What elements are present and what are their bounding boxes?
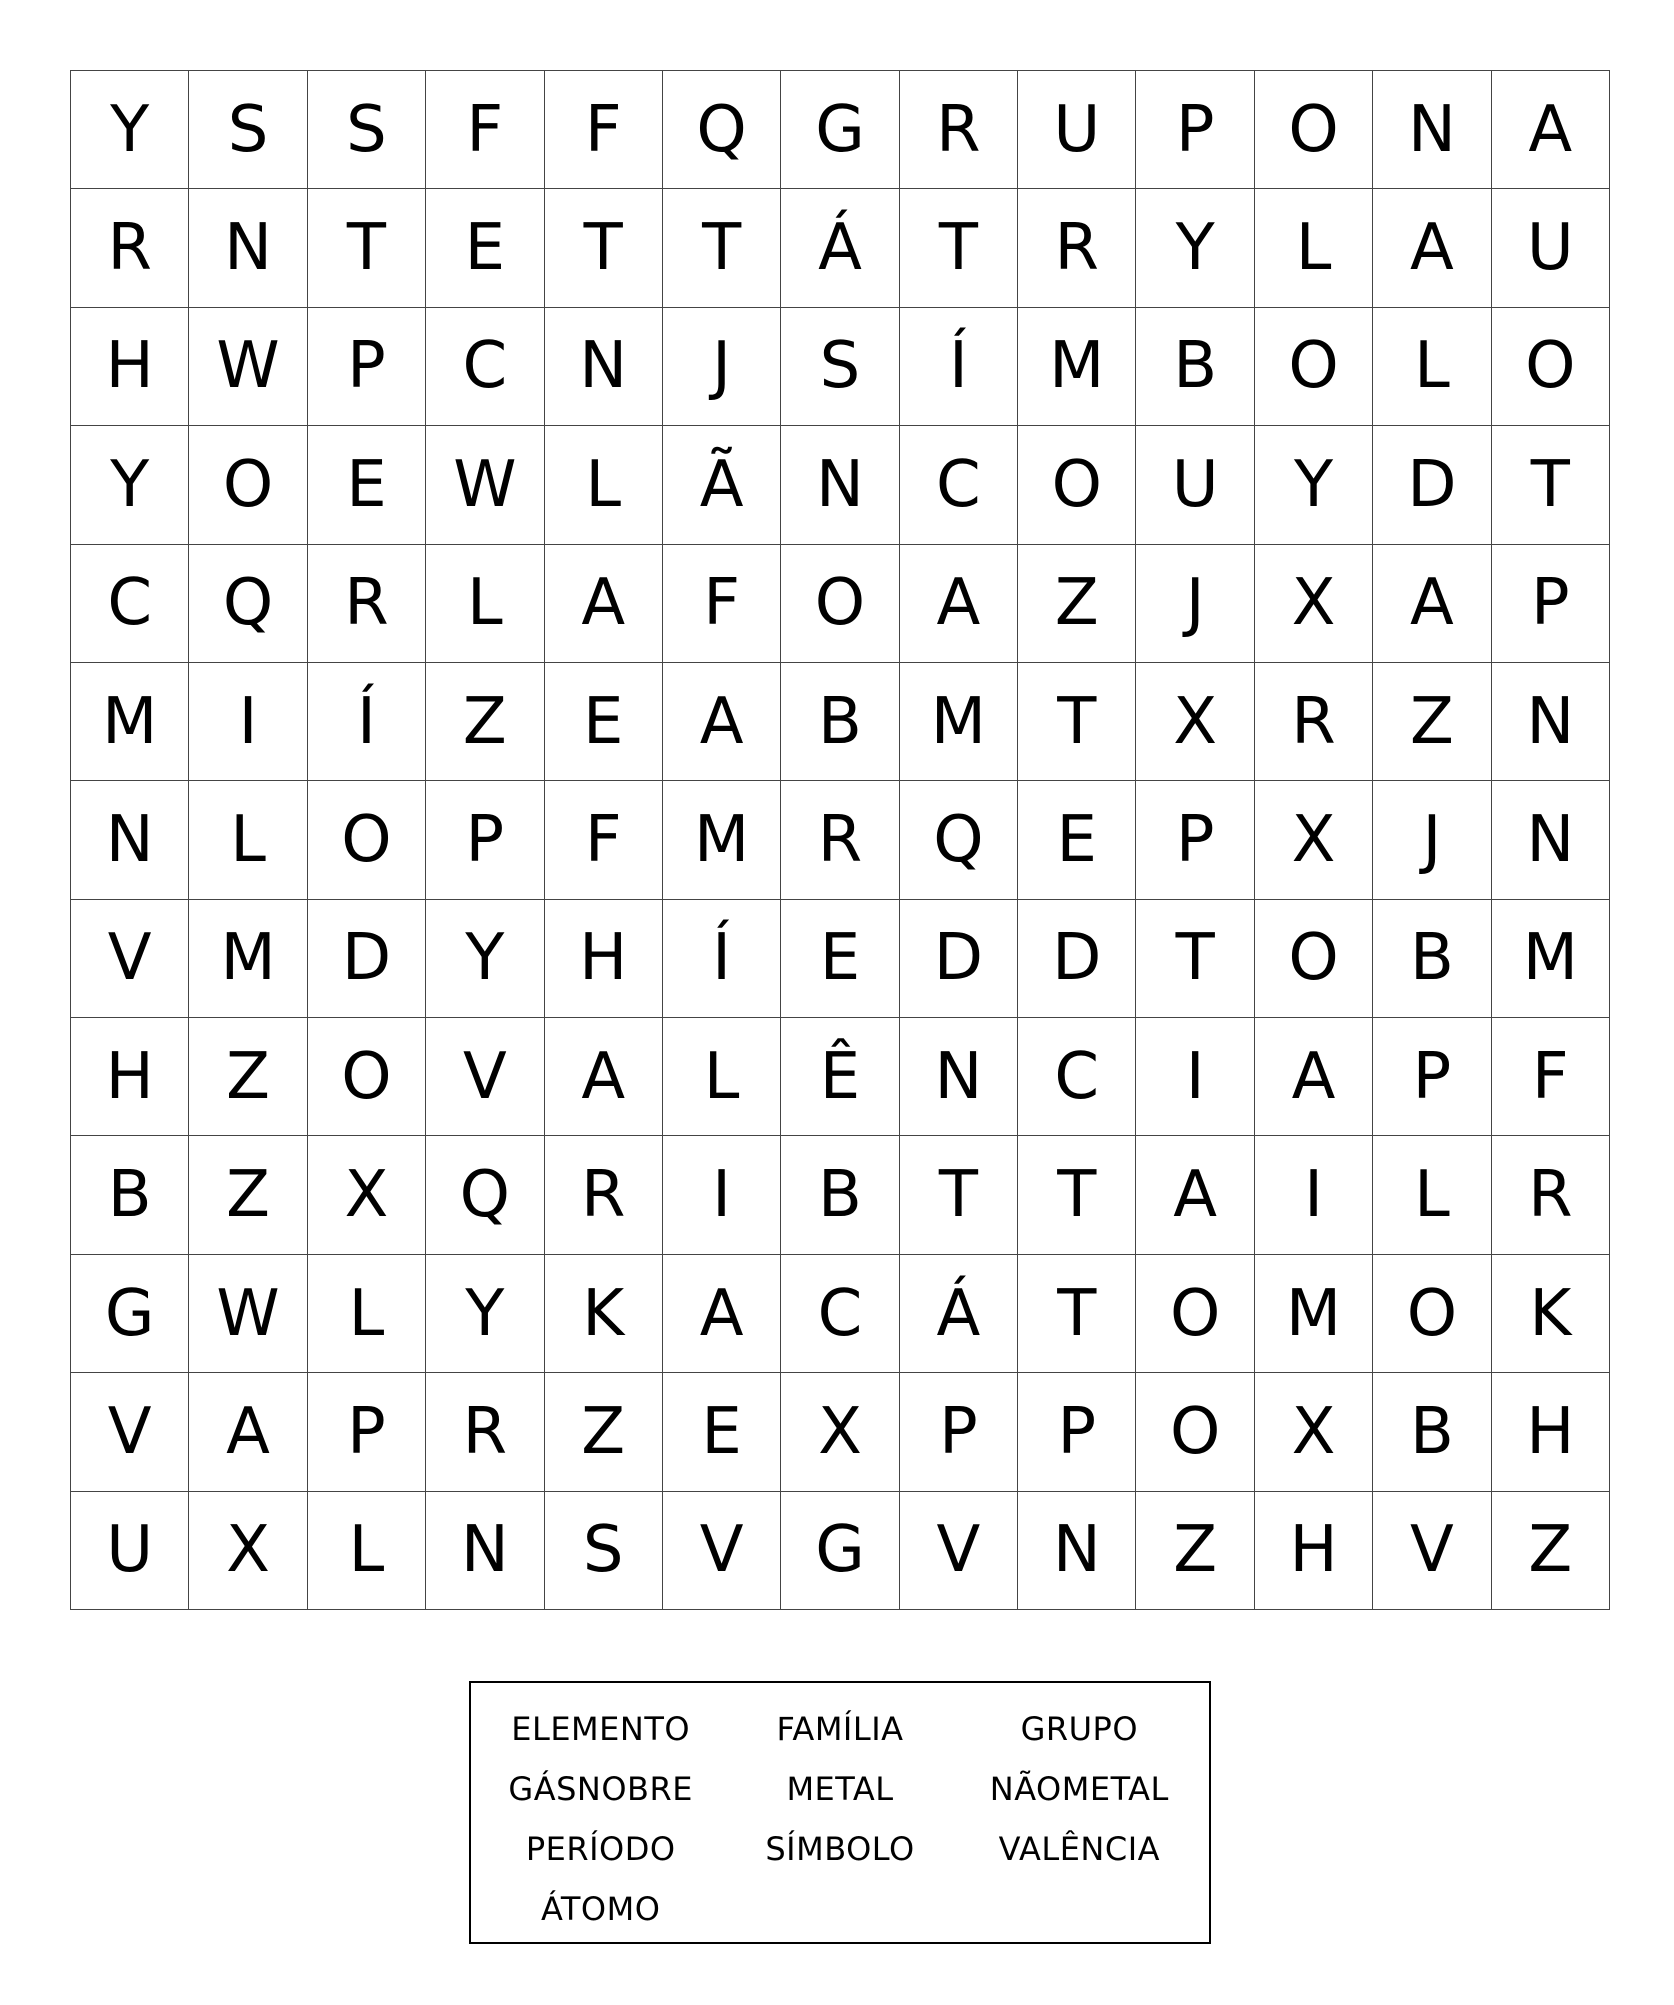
grid-cell[interactable]: F [545,71,663,189]
grid-cell[interactable]: O [1373,1255,1491,1373]
grid-cell[interactable]: L [1373,308,1491,426]
grid-cell[interactable]: Z [189,1136,307,1254]
grid-cell[interactable]: L [663,1018,781,1136]
grid-cell[interactable]: A [1373,189,1491,307]
word-list-item: SÍMBOLO [765,1830,915,1868]
grid-cell[interactable]: K [545,1255,663,1373]
grid-cell[interactable]: I [1255,1136,1373,1254]
grid-cell[interactable]: E [426,189,544,307]
word-list-item: NÃOMETAL [989,1770,1169,1808]
grid-cell[interactable]: C [426,308,544,426]
grid-cell[interactable]: T [900,189,1018,307]
grid-cell[interactable]: G [781,71,899,189]
word-list-item: ELEMENTO [511,1710,691,1748]
grid-cell[interactable]: X [1255,781,1373,899]
grid-cell[interactable]: Í [663,900,781,1018]
grid-cell[interactable]: P [426,781,544,899]
grid-cell[interactable]: X [1255,1373,1373,1491]
grid-cell[interactable]: P [1136,71,1254,189]
grid-cell[interactable]: N [545,308,663,426]
grid-cell[interactable]: W [426,426,544,544]
grid-cell[interactable]: V [426,1018,544,1136]
grid-cell[interactable]: Z [426,663,544,781]
grid-cell[interactable]: Á [900,1255,1018,1373]
grid-cell[interactable]: Z [189,1018,307,1136]
grid-cell[interactable]: R [426,1373,544,1491]
grid-cell[interactable]: P [1018,1373,1136,1491]
grid-cell[interactable]: S [781,308,899,426]
grid-cell[interactable]: U [1492,189,1610,307]
grid-cell[interactable]: B [781,663,899,781]
grid-cell[interactable]: A [663,1255,781,1373]
grid-cell[interactable]: S [308,71,426,189]
grid-cell[interactable]: T [545,189,663,307]
grid-cell[interactable]: V [663,1492,781,1610]
grid-cell[interactable]: R [545,1136,663,1254]
grid-cell[interactable]: D [1373,426,1491,544]
grid-cell[interactable]: A [545,1018,663,1136]
grid-cell[interactable]: E [781,900,899,1018]
grid-cell[interactable]: R [308,545,426,663]
grid-cell[interactable]: L [308,1255,426,1373]
grid-cell[interactable]: H [71,308,189,426]
word-list-item: PERÍODO [525,1830,676,1868]
grid-cell[interactable]: Q [189,545,307,663]
grid-cell[interactable]: W [189,308,307,426]
word-list-item: GÁSNOBRE [508,1770,693,1808]
grid-cell[interactable]: Y [426,1255,544,1373]
grid-cell[interactable]: M [1492,900,1610,1018]
grid-cell[interactable]: V [900,1492,1018,1610]
grid-cell[interactable]: U [1136,426,1254,544]
grid-cell[interactable]: G [71,1255,189,1373]
grid-cell[interactable]: Q [900,781,1018,899]
grid-cell[interactable]: X [189,1492,307,1610]
grid-cell[interactable]: N [1492,781,1610,899]
grid-cell[interactable]: N [71,781,189,899]
grid-cell[interactable]: O [189,426,307,544]
grid-cell[interactable]: N [426,1492,544,1610]
grid-cell[interactable]: O [1255,308,1373,426]
grid-cell[interactable]: R [900,71,1018,189]
grid-cell[interactable]: J [1136,545,1254,663]
word-list [469,1681,1211,1944]
grid-cell[interactable]: O [1492,308,1610,426]
word-list-item: GRUPO [1020,1710,1139,1748]
grid-cell[interactable]: V [1373,1492,1491,1610]
grid-cell[interactable]: I [663,1136,781,1254]
grid-cell[interactable]: M [1255,1255,1373,1373]
grid-cell[interactable]: Q [426,1136,544,1254]
grid-cell[interactable]: N [1492,663,1610,781]
grid-cell[interactable]: B [781,1136,899,1254]
grid-cell[interactable]: O [1255,71,1373,189]
grid-cell[interactable]: F [545,781,663,899]
grid-cell[interactable]: Í [900,308,1018,426]
grid-cell[interactable]: U [1018,71,1136,189]
grid-cell[interactable]: E [663,1373,781,1491]
grid-cell[interactable]: D [308,900,426,1018]
grid-cell[interactable]: C [900,426,1018,544]
grid-cell[interactable]: Z [1492,1492,1610,1610]
grid-cell[interactable]: T [1492,426,1610,544]
grid-cell[interactable]: G [781,1492,899,1610]
word-list-item: METAL [786,1770,894,1808]
grid-cell[interactable]: O [1136,1373,1254,1491]
grid-cell[interactable]: D [900,900,1018,1018]
grid-cell[interactable]: P [1136,781,1254,899]
grid-cell[interactable]: H [1255,1492,1373,1610]
grid-cell[interactable]: A [663,663,781,781]
grid-cell[interactable]: P [308,308,426,426]
grid-cell[interactable]: C [781,1255,899,1373]
grid-cell[interactable]: Í [308,663,426,781]
grid-cell[interactable]: O [1255,900,1373,1018]
grid-cell[interactable]: A [189,1373,307,1491]
grid-cell[interactable]: B [1373,900,1491,1018]
grid-cell[interactable]: N [189,189,307,307]
grid-cell[interactable]: L [426,545,544,663]
grid-cell[interactable]: V [71,900,189,1018]
grid-cell[interactable]: F [1492,1018,1610,1136]
grid-cell[interactable]: X [781,1373,899,1491]
grid-cell[interactable]: F [426,71,544,189]
grid-cell[interactable]: N [781,426,899,544]
grid-cell[interactable]: P [1373,1018,1491,1136]
grid-cell[interactable]: Y [426,900,544,1018]
grid-cell[interactable]: T [1018,1255,1136,1373]
grid-cell[interactable]: M [900,663,1018,781]
grid-cell[interactable]: Y [71,426,189,544]
grid-cell[interactable]: U [71,1492,189,1610]
grid-cell[interactable]: Ã [663,426,781,544]
grid-cell[interactable]: O [308,781,426,899]
grid-cell[interactable]: L [1255,189,1373,307]
word-list-item: VALÊNCIA [998,1830,1161,1868]
grid-cell[interactable]: Z [545,1373,663,1491]
grid-cell[interactable]: A [900,545,1018,663]
grid-cell[interactable]: R [1018,189,1136,307]
grid-cell[interactable]: T [1018,1136,1136,1254]
grid-cell[interactable]: L [189,781,307,899]
grid-cell[interactable]: B [71,1136,189,1254]
grid-cell[interactable]: O [308,1018,426,1136]
grid-cell[interactable]: I [189,663,307,781]
grid-cell[interactable]: A [1255,1018,1373,1136]
grid-cell[interactable]: T [900,1136,1018,1254]
grid-cell[interactable]: M [663,781,781,899]
grid-cell[interactable]: C [1018,1018,1136,1136]
grid-cell[interactable]: X [1136,663,1254,781]
grid-cell[interactable]: M [189,900,307,1018]
grid-cell[interactable]: Z [1136,1492,1254,1610]
grid-cell[interactable]: O [1136,1255,1254,1373]
grid-cell[interactable]: B [1373,1373,1491,1491]
grid-cell[interactable]: A [545,545,663,663]
grid-cell[interactable]: A [1373,545,1491,663]
grid-cell[interactable]: A [1136,1136,1254,1254]
grid-cell[interactable]: B [1136,308,1254,426]
grid-cell[interactable]: A [1492,71,1610,189]
grid-cell[interactable]: E [545,663,663,781]
grid-cell[interactable]: H [545,900,663,1018]
grid-cell[interactable]: N [900,1018,1018,1136]
grid-cell[interactable]: K [1492,1255,1610,1373]
grid-cell[interactable]: X [308,1136,426,1254]
grid-cell[interactable]: O [781,545,899,663]
grid-cell[interactable]: M [71,663,189,781]
letter-grid [70,70,1610,1610]
grid-cell[interactable]: R [1492,1136,1610,1254]
grid-cell[interactable]: R [781,781,899,899]
grid-cell[interactable]: N [1018,1492,1136,1610]
grid-cell[interactable]: E [308,426,426,544]
grid-cell[interactable]: P [900,1373,1018,1491]
grid-cell[interactable]: T [663,189,781,307]
grid-cell[interactable]: R [1255,663,1373,781]
grid-cell[interactable]: I [1136,1018,1254,1136]
grid-cell[interactable]: Z [1018,545,1136,663]
grid-cell[interactable]: W [189,1255,307,1373]
grid-cell[interactable]: H [71,1018,189,1136]
grid-cell[interactable]: T [308,189,426,307]
grid-cell[interactable]: Y [1136,189,1254,307]
grid-cell[interactable]: L [1373,1136,1491,1254]
grid-cell[interactable]: Q [663,71,781,189]
grid-cell[interactable]: J [1373,781,1491,899]
grid-cell[interactable]: Ê [781,1018,899,1136]
grid-cell[interactable]: J [663,308,781,426]
grid-cell[interactable]: N [1373,71,1491,189]
grid-cell[interactable]: R [71,189,189,307]
grid-cell[interactable]: S [189,71,307,189]
grid-cell[interactable]: M [1018,308,1136,426]
grid-cell[interactable]: V [71,1373,189,1491]
grid-cell[interactable]: X [1255,545,1373,663]
grid-cell[interactable]: S [545,1492,663,1610]
grid-cell[interactable]: T [1136,900,1254,1018]
grid-cell[interactable]: L [545,426,663,544]
grid-cell[interactable]: F [663,545,781,663]
grid-cell[interactable]: P [1492,545,1610,663]
grid-cell[interactable]: L [308,1492,426,1610]
grid-cell[interactable]: H [1492,1373,1610,1491]
word-list-item: FAMÍLIA [776,1710,904,1748]
grid-cell[interactable]: Y [71,71,189,189]
grid-cell[interactable]: Y [1255,426,1373,544]
grid-cell[interactable]: E [1018,781,1136,899]
grid-cell[interactable]: D [1018,900,1136,1018]
grid-cell[interactable]: P [308,1373,426,1491]
word-list-item: ÁTOMO [540,1890,661,1928]
grid-cell[interactable]: C [71,545,189,663]
grid-cell[interactable]: Á [781,189,899,307]
grid-cell[interactable]: O [1018,426,1136,544]
grid-cell[interactable]: T [1018,663,1136,781]
grid-cell[interactable]: Z [1373,663,1491,781]
